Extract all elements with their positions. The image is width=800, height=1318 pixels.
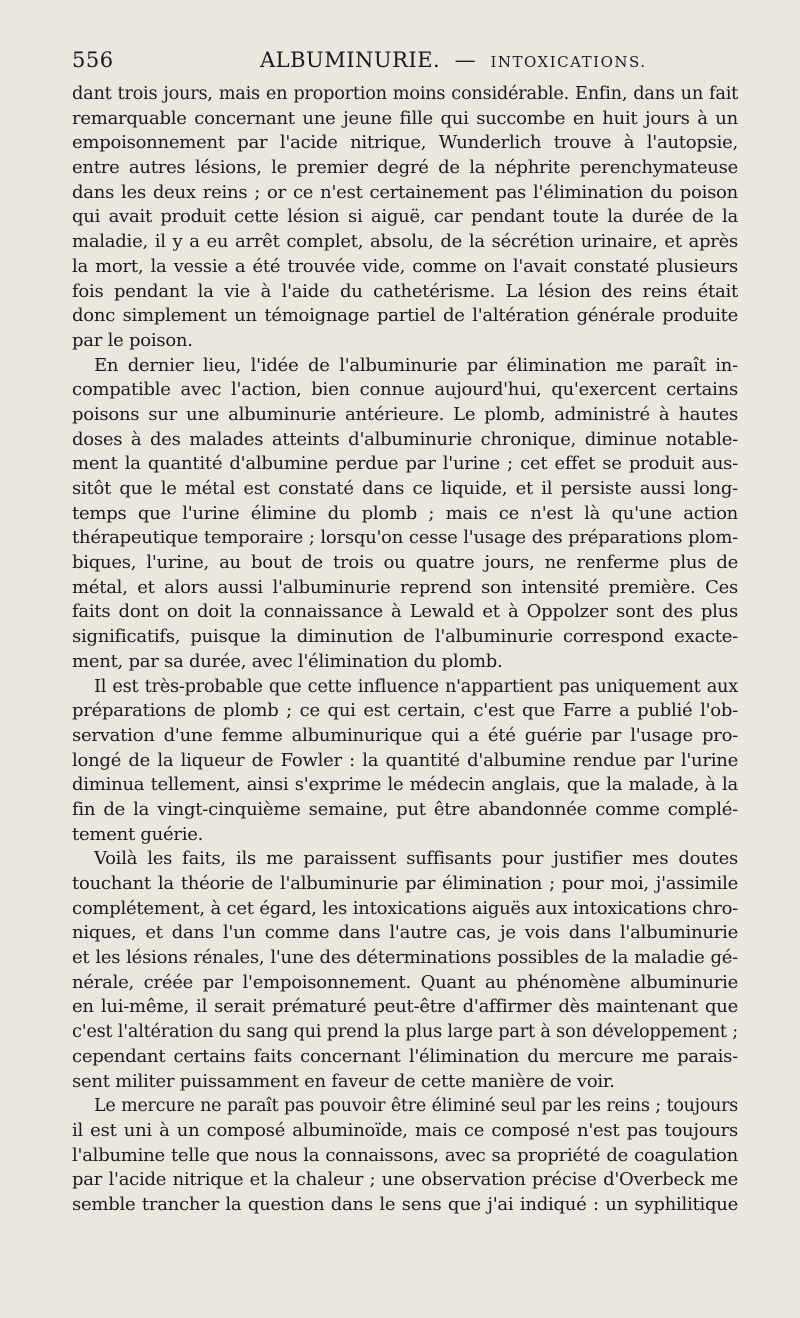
text-line: en lui-même, il serait prématuré peut-être d'affirmer dès maintenant que xyxy=(72,996,738,1018)
text-line: remarquable concernant une jeune fille qui succombe en huit jours à un xyxy=(72,107,738,129)
text-line: compatible avec l'action, bien connue aujourd'hui, qu'exercent certains xyxy=(72,379,738,401)
text-line: dant trois jours, mais en proportion moins considérable. Enfin, dans un fait xyxy=(72,84,738,104)
text-line: l'albumine telle que nous la connaissons, avec sa propriété de coagulation xyxy=(72,1144,738,1166)
text-line: Voilà les faits, ils me paraissent suffisants pour justifier mes doutes xyxy=(94,848,738,870)
text-line: fois pendant la vie à l'aide du cathetérisme. La lésion des reins était xyxy=(72,280,738,302)
running-title xyxy=(260,48,647,72)
chapter-title: ALBUMINURIE. xyxy=(260,48,441,72)
text-line: complétement, à cet égard, les intoxications aiguës aux intoxications chro- xyxy=(72,897,738,919)
text-line: poisons sur une albuminurie antérieure. Le plomb, administré à hautes xyxy=(72,403,738,425)
text-line: cependant certains faits concernant l'élimination du mercure me parais- xyxy=(72,1045,738,1067)
text-line: ment la quantité d'albumine perdue par l'urine ; cet effet se produit aus- xyxy=(72,453,738,475)
page-header xyxy=(72,48,740,78)
text-line: entre autres lésions, le premier degré de la néphrite perenchymateuse xyxy=(72,157,738,179)
page-number: 556 xyxy=(72,48,114,72)
text-line: longé de la liqueur de Fowler : la quantité d'albumine rendue par l'urine xyxy=(72,749,738,771)
text-line: fin de la vingt-cinquième semaine, put être abandonnée comme complé- xyxy=(72,798,738,820)
text-line: empoisonnement par l'acide nitrique, Wunderlich trouve à l'autopsie, xyxy=(72,132,738,154)
text-line: donc simplement un témoignage partiel de l'altération générale produite xyxy=(72,305,738,327)
text-line: servation d'une femme albuminurique qui a été guérie par l'usage pro- xyxy=(72,724,738,746)
text-line: ment, par sa durée, avec l'élimination du plomb. xyxy=(72,650,503,672)
body-text xyxy=(72,82,738,1218)
text-line: nérale, créée par l'empoisonnement. Quant au phénomène albuminurie xyxy=(72,971,738,993)
text-line: thérapeutique temporaire ; lorsqu'on cesse l'usage des préparations plom- xyxy=(72,527,738,549)
title-separator: — xyxy=(454,48,477,72)
text-line: sent militer puissamment en faveur de cette manière de voir. xyxy=(72,1070,615,1092)
text-line: significatifs, puisque la diminution de l'albuminurie correspond exacte- xyxy=(72,626,738,648)
text-line: niques, et dans l'un comme dans l'autre cas, je vois dans l'albuminurie xyxy=(72,922,738,944)
text-line: préparations de plomb ; ce qui est certain, c'est que Farre a publié l'ob- xyxy=(72,700,738,722)
text-line: En dernier lieu, l'idée de l'albuminurie par élimination me paraît in- xyxy=(94,354,738,376)
text-line: semble trancher la question dans le sens que j'ai indiqué : un syphilitique xyxy=(72,1193,738,1215)
text-line: biques, l'urine, au bout de trois ou quatre jours, ne renferme plus de xyxy=(72,552,738,574)
text-line: touchant la théorie de l'albuminurie par élimination ; pour moi, j'assimile xyxy=(72,873,738,894)
section-subtitle: INTOXICATIONS. xyxy=(490,53,647,71)
text-line: maladie, il y a eu arrêt complet, absolu, de la sécrétion urinaire, et après xyxy=(72,231,738,253)
text-line: et les lésions rénales, l'une des déterminations possibles de la maladie gé- xyxy=(72,947,738,969)
text-line: diminua tellement, ainsi s'exprime le médecin anglais, que la malade, à la xyxy=(72,774,738,796)
text-line: c'est l'altération du sang qui prend la plus large part à son développement ; xyxy=(72,1022,738,1043)
text-line: temps que l'urine élimine du plomb ; mais ce n'est là qu'une action xyxy=(72,502,738,524)
text-line: Il est très-probable que cette influence n'appartient pas uniquement aux xyxy=(94,676,738,697)
text-line: la mort, la vessie a été trouvée vide, comme on l'avait constaté plusieurs xyxy=(72,255,738,277)
text-line: tement guérie. xyxy=(72,823,204,845)
text-line: dans les deux reins ; or ce n'est certainement pas l'élimination du poison xyxy=(72,181,738,203)
text-line: métal, et alors aussi l'albuminurie reprend son intensité première. Ces xyxy=(72,576,738,598)
text-line: Le mercure ne paraît pas pouvoir être éliminé seul par les reins ; toujours xyxy=(94,1096,738,1117)
text-line: par le poison. xyxy=(72,329,193,351)
text-line: doses à des malades atteints d'albuminurie chronique, diminue notable- xyxy=(72,428,738,450)
text-line: faits dont on doit la connaissance à Lewald et à Oppolzer sont des plus xyxy=(72,601,738,623)
text-line: qui avait produit cette lésion si aiguë, car pendant toute la durée de la xyxy=(72,206,738,228)
text-line: par l'acide nitrique et la chaleur ; une observation précise d'Overbeck me xyxy=(72,1169,738,1191)
text-line: il est uni à un composé albuminoïde, mais ce composé n'est pas toujours xyxy=(72,1119,738,1141)
text-line: sitôt que le métal est constaté dans ce liquide, et il persiste aussi long- xyxy=(72,478,738,499)
